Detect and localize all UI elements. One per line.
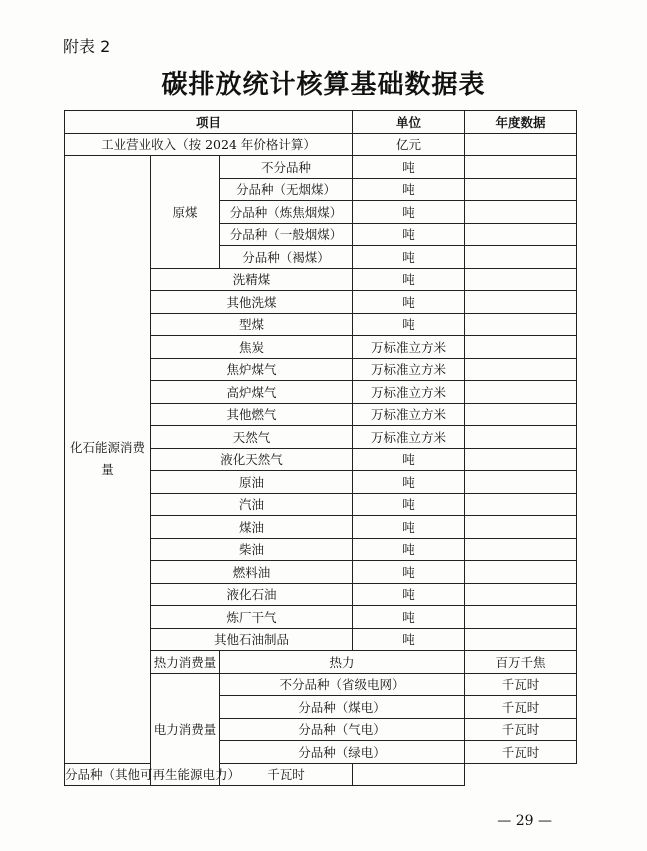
item-unit: 吨 [353,628,465,651]
item-name: 分品种（煤电） [220,696,465,719]
item-unit: 千瓦时 [465,673,577,696]
raw-coal-category: 原煤 [151,156,220,269]
annual-value-cell[interactable] [465,268,577,291]
annual-value-cell[interactable] [465,201,577,224]
annual-value-cell[interactable] [465,178,577,201]
item-name: 原油 [151,471,353,494]
item-unit: 吨 [353,223,465,246]
annual-value-cell[interactable] [465,246,577,269]
annual-value-cell[interactable] [465,403,577,426]
item-unit: 万标准立方米 [353,403,465,426]
item-unit: 吨 [353,156,465,179]
header-item: 项目 [65,111,353,134]
page-number: — 29 — [497,813,552,829]
item-name: 天然气 [151,426,353,449]
annual-value-cell[interactable] [465,156,577,179]
item-unit: 千瓦时 [220,763,353,786]
appendix-label: 附表 2 [63,37,111,56]
item-name: 分品种（气电） [220,718,465,741]
annual-value-cell[interactable] [465,133,577,156]
annual-value-cell[interactable] [465,381,577,404]
item-unit: 吨 [353,313,465,336]
item-unit: 吨 [353,178,465,201]
item-name: 分品种（绿电） [220,741,465,764]
item-unit: 万标准立方米 [353,358,465,381]
item-unit: 吨 [353,246,465,269]
item-name: 炼厂干气 [151,606,353,629]
item-unit: 吨 [353,538,465,561]
item-name: 焦炉煤气 [151,358,353,381]
item-unit: 吨 [353,583,465,606]
item-name: 其他洗煤 [151,291,353,314]
annual-value-cell[interactable] [465,448,577,471]
item-name: 其他石油制品 [151,628,353,651]
item-name: 燃料油 [151,561,353,584]
item-name: 洗精煤 [151,268,353,291]
annual-value-cell[interactable] [465,606,577,629]
annual-value-cell[interactable] [465,426,577,449]
heat-category: 热力消费量 [151,651,220,674]
item-name: 分品种（一般烟煤） [220,223,353,246]
item-name: 分品种（炼焦烟煤） [220,201,353,224]
item-name: 热力 [220,651,465,674]
annual-value-cell[interactable] [465,628,577,651]
item-unit: 千瓦时 [465,696,577,719]
annual-value-cell[interactable] [465,313,577,336]
annual-value-cell[interactable] [465,493,577,516]
revenue-label: 工业营业收入（按 2024 年价格计算） [65,133,353,156]
annual-value-cell[interactable] [465,358,577,381]
item-unit: 吨 [353,561,465,584]
annual-value-cell[interactable] [465,223,577,246]
item-name: 液化天然气 [151,448,353,471]
item-unit: 吨 [353,291,465,314]
item-name: 不分品种 [220,156,353,179]
power-category: 电力消费量 [151,673,220,786]
page-title: 碳排放统计核算基础数据表 [161,70,486,100]
item-unit: 吨 [353,516,465,539]
item-unit: 吨 [353,448,465,471]
item-unit: 万标准立方米 [353,426,465,449]
item-unit: 吨 [353,606,465,629]
item-unit: 吨 [353,268,465,291]
annual-value-cell[interactable] [465,291,577,314]
header-unit: 单位 [353,111,465,134]
item-name: 其他燃气 [151,403,353,426]
item-name: 焦炭 [151,336,353,359]
carbon-data-table [64,110,577,786]
item-name: 不分品种（省级电网） [220,673,465,696]
item-name: 型煤 [151,313,353,336]
item-name: 分品种（褐煤） [220,246,353,269]
item-name: 分品种（其他可再生能源电力） [65,763,220,786]
item-unit: 千瓦时 [465,718,577,741]
table-header-row [65,111,577,134]
item-name: 柴油 [151,538,353,561]
fossil-category: 化石能源消费量 [65,156,151,764]
item-unit: 百万千焦 [465,651,577,674]
item-name: 高炉煤气 [151,381,353,404]
annual-value-cell[interactable] [465,561,577,584]
revenue-unit: 亿元 [353,133,465,156]
item-unit: 吨 [353,471,465,494]
item-name: 煤油 [151,516,353,539]
annual-value-cell[interactable] [353,763,465,786]
table-row [65,763,577,786]
header-annual: 年度数据 [465,111,577,134]
item-name: 液化石油 [151,583,353,606]
annual-value-cell[interactable] [465,583,577,606]
item-name: 汽油 [151,493,353,516]
item-unit: 吨 [353,201,465,224]
item-name: 分品种（无烟煤） [220,178,353,201]
item-unit: 千瓦时 [465,741,577,764]
annual-value-cell[interactable] [465,516,577,539]
table-row [65,133,577,156]
table-row [65,156,577,179]
item-unit: 万标准立方米 [353,336,465,359]
item-unit: 吨 [353,493,465,516]
annual-value-cell[interactable] [465,538,577,561]
annual-value-cell[interactable] [465,336,577,359]
annual-value-cell[interactable] [465,471,577,494]
item-unit: 万标准立方米 [353,381,465,404]
